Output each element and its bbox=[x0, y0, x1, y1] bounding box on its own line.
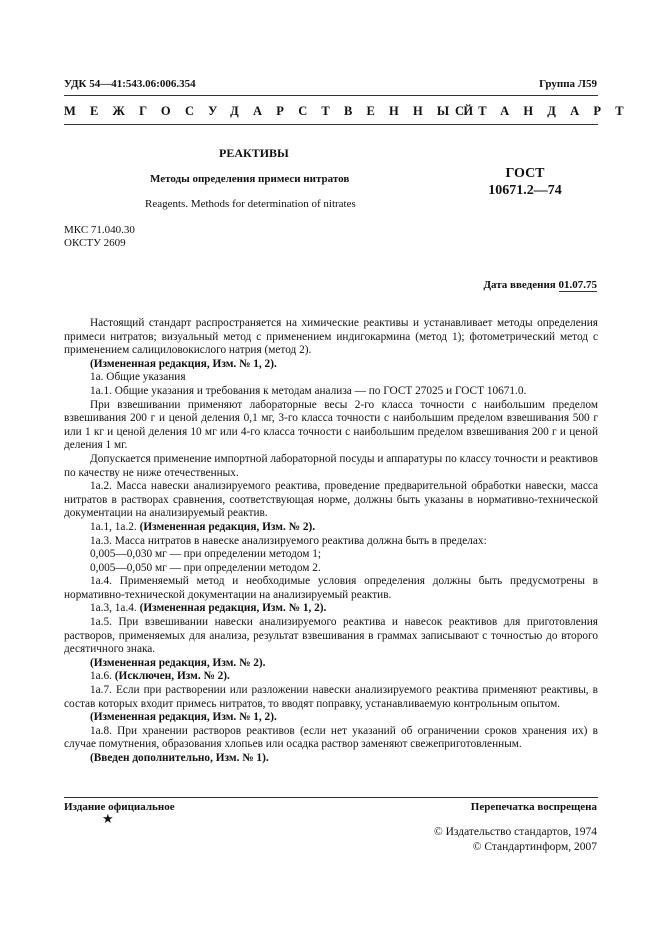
body-paragraph bbox=[64, 711, 598, 725]
paragraph-prefix: 1а.3, 1а.4. bbox=[90, 602, 140, 615]
paragraph-text: 1а.2. Масса навески анализируемого реактива, проведение предварительной обработки навески, масса нитратов в растворах сравнения, соответствующая норме, должны быть указаны в нормативно-технической документации на анализируемый реактив. bbox=[64, 480, 598, 520]
paragraph-text: 1а.7. Если при растворении или разложении навески анализируемого реактива применяют реактивы, в состав которых входит примесь нитратов, то вводят поправку, устанавливаемую контрольным опытом. bbox=[64, 684, 598, 710]
body-paragraph bbox=[64, 616, 598, 657]
amendment-note: (Измененная редакция, Изм. № 1, 2). bbox=[90, 711, 277, 724]
body-paragraph bbox=[64, 684, 598, 711]
body-paragraph bbox=[64, 385, 598, 399]
body-paragraph bbox=[64, 480, 598, 521]
copyright-1974: © Издательство стандартов, 1974 bbox=[433, 826, 597, 838]
amendment-note: (Измененная редакция, Изм. № 2). bbox=[139, 520, 316, 533]
amendment-note: (Измененная редакция, Изм. № 1, 2). bbox=[139, 602, 327, 615]
paragraph-text: 1а.1. Общие указания и требования к методам анализа — по ГОСТ 27025 и ГОСТ 10671.0. bbox=[90, 384, 527, 397]
body-paragraph bbox=[64, 317, 598, 358]
body-paragraph bbox=[64, 548, 598, 562]
okstu-code: ОКСТУ 2609 bbox=[64, 237, 126, 249]
paragraph-text: При взвешивании применяют лабораторные весы 2-го класса точности с наибольшим пределом взвешивания 200 г и ценой деления 0,1 мг, 3-го класса точности с наибольшим пределом взвешивания 500 г или 1 кг и ценой деления 10 мг или 4-го класса точности с наибольшим пределом взвешивания 200 г и ценой деления 1 мг. bbox=[64, 398, 598, 452]
header-rule-bottom bbox=[64, 124, 598, 125]
paragraph-text: 1а.4. Применяемый метод и необходимые условия определения должны быть предусмотрены в нормативно-технической документации на анализируемый реактив. bbox=[64, 575, 598, 601]
document-title: РЕАКТИВЫ bbox=[219, 146, 289, 160]
paragraph-text: Настоящий стандарт распространяется на химические реактивы и устанавливает методы определения примеси нитратов; визуальный метод с применением индигокармина (метод 1); фотометрический метод с применением салициловокислого натрия (метод 2). bbox=[64, 317, 598, 357]
copyright-2007: © Стандартинформ, 2007 bbox=[472, 841, 597, 853]
gost-label: ГОСТ bbox=[505, 166, 545, 181]
body-paragraph bbox=[64, 602, 598, 616]
gost-code: 10671.2—74 bbox=[488, 183, 562, 198]
body-paragraph bbox=[64, 562, 598, 576]
paragraph-text: Допускается применение импортной лабораторной посуды и аппаратуры по классу точности и реактивов по качеству не ниже отечественных. bbox=[64, 452, 598, 479]
body-paragraph bbox=[64, 399, 598, 453]
paragraph-text: 1а. Общие указания bbox=[90, 371, 186, 384]
amendment-note: (Измененная редакция, Изм. № 1, 2). bbox=[90, 357, 277, 370]
effective-date-label: Дата введения bbox=[483, 279, 556, 291]
official-edition: Издание официальное bbox=[64, 801, 175, 813]
body-paragraph bbox=[64, 575, 598, 602]
copyright-block bbox=[434, 825, 597, 855]
reprint-prohibited: Перепечатка воспрещена bbox=[470, 801, 597, 813]
header-rule-top bbox=[64, 95, 598, 96]
document-body bbox=[64, 317, 598, 766]
paragraph-text: 1а.5. При взвешивании навески анализируемого реактива и навесок реактивов для приготовления растворов, применяемых для анализа, результат взвешивания в граммах записывают с точностью до второго десятичного знака. bbox=[64, 616, 598, 656]
effective-date bbox=[483, 279, 597, 291]
mks-code: МКС 71.040.30 bbox=[64, 224, 135, 236]
standard-word-standard: СТАНДАРТ bbox=[455, 104, 638, 118]
amendment-note: (Исключен, Изм. № 2). bbox=[114, 670, 230, 683]
body-paragraph bbox=[64, 371, 598, 385]
body-paragraph bbox=[64, 657, 598, 671]
amendment-note: (Измененная редакция, Изм. № 2). bbox=[90, 656, 266, 669]
gost-number bbox=[480, 165, 570, 199]
english-title: Reagents. Methods for determination of nitrates bbox=[145, 198, 356, 210]
paragraph-text: 1а.3. Масса нитратов в навеске анализируемого реактива должна быть в пределах: bbox=[90, 534, 487, 547]
body-paragraph bbox=[64, 358, 598, 372]
body-paragraph bbox=[64, 535, 598, 549]
paragraph-prefix: 1а.1, 1а.2. bbox=[90, 520, 140, 533]
standard-word-interstate: МЕЖГОСУДАРСТВЕННЫЙ bbox=[64, 104, 488, 118]
paragraph-text: 1а.8. При хранении растворов реактивов (если нет указаний об ограничении сроков хранения их) в случае помутнения, образования хлопьев или осадка раствор заменяют свежеприготовленным. bbox=[64, 724, 598, 751]
paragraph-prefix: 1а.6. bbox=[90, 670, 115, 683]
body-paragraph bbox=[64, 752, 598, 766]
udk-code: УДК 54—41:543.06:006.354 bbox=[64, 78, 196, 90]
effective-date-value: 01.07.75 bbox=[558, 279, 597, 291]
footer-rule bbox=[64, 797, 598, 798]
group-code: Группа Л59 bbox=[539, 78, 597, 90]
amendment-note: (Введен дополнительно, Изм. № 1). bbox=[90, 752, 269, 764]
document-subtitle: Методы определения примеси нитратов bbox=[150, 173, 350, 185]
paragraph-text: 0,005—0,030 мг — при определении методом 1; bbox=[90, 548, 322, 561]
classification-codes bbox=[64, 224, 135, 250]
body-paragraph bbox=[64, 521, 598, 535]
body-paragraph bbox=[64, 453, 598, 480]
paragraph-text: 0,005—0,050 мг — при определении методом 2. bbox=[90, 561, 321, 574]
star-icon: ★ bbox=[102, 811, 114, 826]
body-paragraph bbox=[64, 670, 598, 684]
body-paragraph bbox=[64, 725, 598, 752]
